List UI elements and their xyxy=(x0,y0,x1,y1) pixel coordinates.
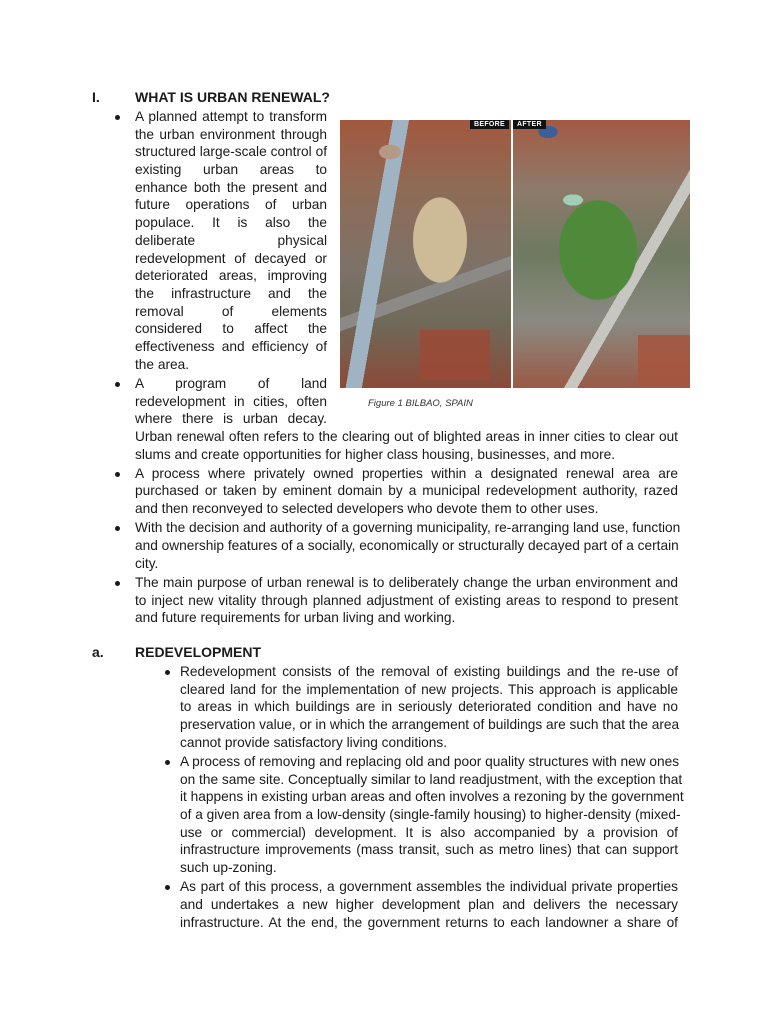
text-line: and ownership features of a socially, economically or structurally decayed part of a certain xyxy=(135,538,679,553)
list-item xyxy=(135,465,678,518)
text-line: A process where privately owned properties within a designated renewal area are xyxy=(135,465,678,481)
list-item xyxy=(135,574,678,627)
bullet-icon xyxy=(165,670,170,675)
section-number: I. xyxy=(92,89,100,105)
text-line: considered to affect the xyxy=(135,321,327,337)
text-line: and then reconveyed to selected developers who devote them to other uses. xyxy=(135,501,599,517)
text-line: enhance both the present and xyxy=(135,179,327,195)
text-line: to inject new vitality through planned adjustment of existing areas to respond to present xyxy=(135,592,678,608)
text-line: such up-zoning. xyxy=(180,860,277,876)
text-line: purchased or taken by eminent domain by a municipal redevelopment authority, razed xyxy=(135,483,678,499)
text-line: existing urban areas to xyxy=(135,162,327,178)
text-line: populace. It is also the xyxy=(135,215,327,231)
list-item xyxy=(135,519,681,572)
text-line: structured large-scale control of xyxy=(135,144,327,160)
text-line: the infrastructure and the xyxy=(135,285,327,301)
text-line: With the decision and authority of a governing municipality, re-arranging land use, function xyxy=(135,520,681,536)
bullet-icon xyxy=(115,526,120,531)
before-photo xyxy=(340,120,511,388)
bullet-icon xyxy=(115,581,120,586)
section-title: WHAT IS URBAN RENEWAL? xyxy=(135,89,330,105)
after-photo xyxy=(513,120,690,388)
figure-caption: Figure 1 BILBAO, SPAIN xyxy=(368,398,473,409)
text-line: of a given area from a low-density (single-family housing) to higher-density (mixed- xyxy=(180,807,681,822)
bullet-icon xyxy=(165,760,170,765)
text-line: the urban environment through xyxy=(135,126,327,142)
text-line: and future requirements for urban living and working. xyxy=(135,610,456,626)
text-line: deliberate physical xyxy=(135,232,327,248)
list-item xyxy=(180,878,678,931)
text-line: city. xyxy=(135,555,159,571)
text-line: cannot provide satisfactory living conditions. xyxy=(180,734,448,750)
text-line: redevelopment of decayed or xyxy=(135,250,327,266)
text-line: redevelopment in cities, often xyxy=(135,393,327,409)
bullet-icon xyxy=(115,472,120,477)
after-label: AFTER xyxy=(513,120,546,129)
text-line: on the same site. Conceptually similar to land readjustment, with the exception that xyxy=(180,771,683,787)
text-line: preservation value, or in which the arrangement of buildings are such that the area xyxy=(180,717,680,733)
text-line: to areas in which buildings are in seriously deteriorated condition and have no xyxy=(180,699,678,715)
text-line: removal of elements xyxy=(135,303,327,319)
section2-bullet-list xyxy=(180,663,684,933)
list-item xyxy=(180,753,684,877)
text-line: infrastructure improvements (mass transit, such as metro lines) that can support xyxy=(180,842,678,858)
text-line: use or commercial) development. It is also accompanied by a provision of xyxy=(180,824,678,840)
text-line: The main purpose of urban renewal is to deliberately change the urban environment and xyxy=(135,574,678,590)
subsection-title: REDEVELOPMENT xyxy=(135,644,262,660)
text-line: it happens in existing urban areas and often involves a rezoning by the government xyxy=(180,789,684,805)
bullet-icon xyxy=(165,885,170,890)
list-item xyxy=(180,663,678,751)
text-line: infrastructure. At the end, the government returns to each landowner a share of xyxy=(180,914,678,930)
bullet-icon xyxy=(115,382,120,387)
bullet-icon xyxy=(115,115,120,120)
text-line: the area. xyxy=(135,356,190,372)
text-line: and undertakes a new higher development plan and delivers the necessary xyxy=(180,896,678,912)
text-line: effectiveness and efficiency of xyxy=(135,338,327,354)
before-label: BEFORE xyxy=(470,120,509,129)
text-line: deteriorated areas, improving xyxy=(135,268,327,284)
text-line: A program of land xyxy=(135,375,327,391)
text-line: A planned attempt to transform xyxy=(135,109,327,124)
text-line: future operations of urban xyxy=(135,197,327,213)
text-line: As part of this process, a government assembles the individual private properties xyxy=(180,879,678,895)
subsection-letter: a. xyxy=(92,644,104,660)
list-item xyxy=(135,375,678,463)
text-line: Redevelopment consists of the removal of existing buildings and the re-use of xyxy=(180,664,678,679)
text-line: A process of removing and replacing old and poor quality structures with new ones xyxy=(180,753,680,769)
text-line: where there is urban decay. xyxy=(135,411,327,427)
text-line: slums and create opportunities for higher class housing, businesses, and more. xyxy=(135,446,616,462)
text-line: cleared land for the implementation of new projects. This approach is applicable xyxy=(180,681,678,697)
text-line: Urban renewal often refers to the clearing out of blighted areas in inner cities to clear out xyxy=(135,428,678,444)
